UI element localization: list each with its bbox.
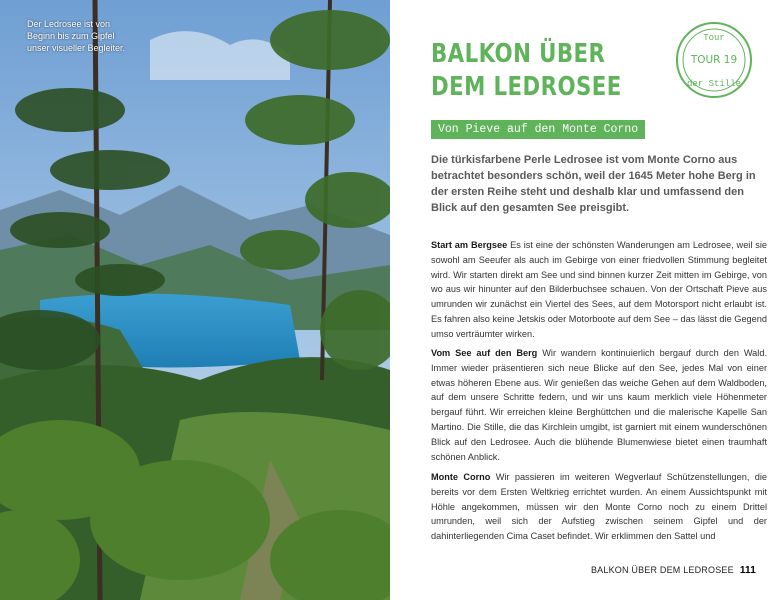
section-text: Es ist eine der schönsten Wanderungen am Ledrosee, weil sie sowohl am Seeufer als auch im Gebirge von einer friedvollen Stimmung begleitet wird. Wir starten direkt am See und sind binnen kurzer Zeit mitten im Gebirge, von wo aus wir hinunter auf den Bilderbuchsee schauen. Von der Ortschaft Pieve aus umrunden wir zunächst ein Viertel des Sees, auf dem Motorsport nicht erlaubt ist. Es fahren also keine Jetskis oder Motorboote auf dem See – das lässt die Gegend umso verträumter wirken. [431,240,768,339]
page-number: 111 [739,565,756,576]
page-footer [591,565,756,576]
footer-title: BALKON ÜBER DEM LEDROSEE [590,565,734,575]
section-heading: Start am Bergsee [431,240,508,250]
photo-caption: Der Ledrosee ist von Beginn bis zum Gipfel unser visueller Begleiter. [27,19,126,53]
article-title [431,38,636,104]
text-page [390,0,778,600]
title-line-2: DEM LEDROSEE [431,72,622,102]
lead-paragraph: Die türkisfarbene Perle Ledrosee ist vom Monte Corno aus betrachtet besonders schön, weil der 1645 Meter hohe Berg in der ersten Reihe steht und deshalb klar und umfassend den Blick auf den gesamten See preisgibt. [431,154,756,214]
section-monte-corno [431,470,767,544]
article-subtitle: Von Pieve auf den Monte Corno [431,120,645,139]
stamp-top-text: Tour [703,33,725,43]
stamp-number-label: TOUR 19 [690,54,738,66]
tour-stamp [674,20,754,100]
section-text: Wir passieren im weiteren Wegverlauf Schützenstellungen, die bereits vor dem Ersten Weltkrieg errichtet wurden. An einem Aussichtspunkt mit Höhle angekommen, müssen wir den Monte Corno noch zu einem Drittel umrunden, weil sich der Aufstieg zwischen seinem Gipfel und der dahinterliegenden Cima Caset befindet. Wir erklimmen den Sattel und [431,472,767,542]
title-line-1: BALKON ÜBER [431,39,606,69]
section-heading: Vom See auf den Berg [431,348,538,358]
stamp-icon [674,20,754,100]
section-start-am-bergsee [431,238,767,342]
stamp-bottom-text: der Stille [686,79,742,89]
section-vom-see-auf-den-berg [431,346,767,464]
section-text: Wir wandern kontinuierlich bergauf durch den Wald. Immer wieder präsentieren sich neue Blicke auf den See, jedes Mal von einer etwas höheren Ebene aus. Wir genießen das weiche Gehen auf dem Waldboden, auf dem unsere Schritte federn, und wir uns kaum merklich viele Höhenmeter bergauf führt. Wir erreichen kleine Berghüttchen und die malerische Kapelle San Martino. Die Stille, die das Kirchlein umgibt, ist garniert mit einem wunderschönen Blick auf den Ledrosee. Auch die blühende Blumenwiese bietet einen traumhaft schönen Anblick. [431,348,767,462]
section-heading: Monte Corno [431,472,491,482]
